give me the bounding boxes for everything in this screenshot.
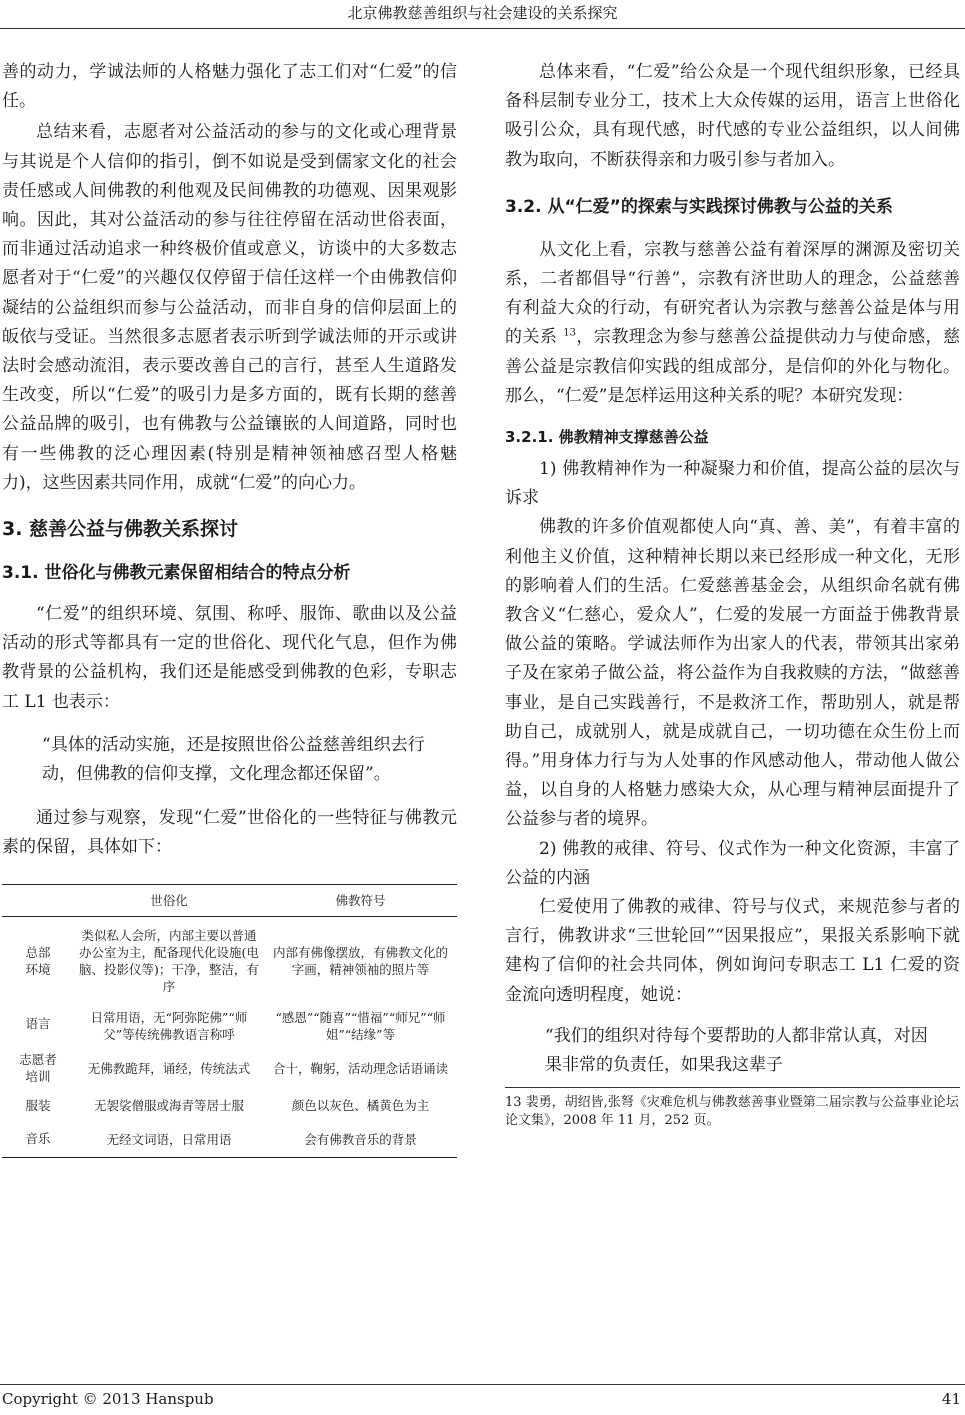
subsection-heading: 3.1. 世俗化与佛教元素保留相结合的特点分析 — [2, 563, 351, 584]
table-row — [2, 1122, 457, 1158]
page-footer — [0, 1384, 965, 1415]
list-item: 2) 佛教的戒律、符号、仪式作为一种文化资源，丰富了公益的内涵 — [505, 838, 960, 888]
table-row — [2, 1047, 457, 1089]
table-cell: 志愿者培训 — [19, 1052, 57, 1085]
comparison-table — [2, 884, 457, 1158]
table-row — [2, 1089, 457, 1122]
interview-quote: “我们的组织对待每个要帮助的人都非常认真，对因果非常的负责任，如果我这辈子 — [545, 1025, 928, 1076]
table-row — [2, 999, 457, 1047]
paragraph-text: 从文化上看，宗教与慈善公益有着深厚的渊源及密切关系，二者都倡导“行善”，宗教有济世助人的理念，公益慈善有利益大众的行动，有研究者认为宗教与慈善公益是体与用的关系 — [505, 239, 960, 348]
section-heading: 3. 慈善公益与佛教关系探讨 — [2, 518, 239, 541]
paragraph: 仁爱使用了佛教的戒律、符号与仪式，来规范参与者的言行，佛教讲求“三世轮回”“因果报应”，果报关系影响下就建构了信仰的社会共同体，例如询问专职志工 L1 仁爱的资金流向透明程度，她说： — [505, 897, 960, 1005]
footnote-reference: 13 — [563, 327, 576, 339]
paragraph: “仁爱”的组织环境、氛围、称呼、服饰、歌曲以及公益活动的形式等都具有一定的世俗化、现代化气息，但作为佛教背景的公益机构，我们还是能感受到佛教的色彩，专职志工 L1 也表示： — [2, 604, 457, 712]
paragraph: 总结来看，志愿者对公益活动的参与的文化或心理背景与其说是个人信仰的指引，倒不如说是受到儒家文化的社会责任感或人间佛教的利他观及民间佛教的功德观、因果观影响。因此，其对公益活动的参与往往停留在活动世俗表面，而非通过活动追求一种终极价值或意义，访谈中的大多数志愿者对于“仁爱”的兴趣仅仅停留于信任这样一个由佛教信仰凝结的公益组织而参与公益活动，而非自身的信仰层面上的皈依与受证。当然很多志愿者表示听到学诚法师的开示或讲法时会感动流泪，表示要改善自己的言行，甚至人生道路发生改变，所以“仁爱”的吸引力是多方面的，既有长期的慈善公益品牌的吸引，也有佛教与公益镶嵌的人间道路，同时也有一些佛教的泛心理因素(特别是精神领袖感召型人格魅力)，这些因素共同作用，成就“仁爱”的向心力。 — [2, 122, 457, 493]
table-cell: 总部环境 — [25, 945, 51, 978]
paragraph — [505, 236, 960, 411]
list-item: 1) 佛教精神作为一种凝聚力和价值，提高公益的层次与诉求 — [505, 459, 960, 509]
running-header — [0, 0, 965, 29]
table-cell: 音乐 — [2, 1122, 74, 1158]
table-cell: 无佛教跪拜，诵经，传统法式 — [87, 1060, 251, 1076]
table-cell: 服装 — [25, 1098, 51, 1114]
table-cell: “感恩”“随喜”“惜福”“师兄”“师姐”“结缘”等 — [275, 1010, 446, 1043]
table-header-cell: 佛教符号 — [264, 885, 457, 917]
table-cell: 无经文词语，日常用语 — [74, 1122, 264, 1158]
table-cell: 合十，鞠躬，活动理念话语诵读 — [272, 1060, 448, 1076]
table-header-row — [2, 885, 457, 917]
paragraph: 佛教的许多价值观都使人向“真、善、美”，有着丰富的利他主义价值，这种精神长期以来已经形成一种文化，无形的影响着人们的生活。仁爱慈善基金会，从组织命名就有佛教含义“仁慈心，爱众人”，仁爱的发展一方面益于佛教背景做公益的策略。学诚法师作为出家人的代表，带领其出家弟子及在家弟子做公益，将公益作为自我救赎的方法，“做慈善事业，是自己实践善行，不是救济工作，帮助别人，就是帮助自己，成就别人，就是成就自己，一切功德在众生份上而得。”用身体力行与为人处事的作风感动他人，带动他人做公益，以自身的人格魅力感染大众，从心理与精神层面提升了公益参与者的境界。 — [505, 517, 960, 830]
paragraph: 通过参与观察，发现“仁爱”世俗化的一些特征与佛教元素的保留，具体如下： — [2, 807, 457, 858]
subsection-heading: 3.2. 从“仁爱”的探索与实践探讨佛教与公益的关系 — [505, 196, 893, 217]
footnote: 13 裴勇，胡绍皆,张弩《灾难危机与佛教慈善事业暨第二届宗教与公益事业论坛论文集》，2008 年 11 月，252 页。 — [505, 1094, 959, 1128]
interview-quote: “具体的活动实施，还是按照世俗公益慈善组织去行动，但佛教的信仰支撑，文化理念都还保留”。 — [42, 734, 425, 785]
page-number: 41 — [941, 1390, 961, 1408]
copyright-notice: Copyright © 2013 Hanspub — [2, 1390, 214, 1408]
table-cell: 类似私人会所，内部主要以普通办公室为主，配备现代化设施(电脑、投影仪等)；干净，整洁，有序 — [79, 928, 259, 995]
table-header-cell: 世俗化 — [74, 885, 264, 917]
table-cell: 日常用语，无“阿弥陀佛”“师父”等传统佛教语言称呼 — [90, 1010, 248, 1043]
table-cell: 语言 — [25, 1015, 51, 1031]
table-header-cell — [2, 885, 74, 917]
table-cell: 颜色以灰色、橘黄色为主 — [291, 1098, 430, 1114]
paragraph: 善的动力，学诚法师的人格魅力强化了志工们对“仁爱”的信任。 — [2, 62, 457, 112]
running-title: 北京佛教慈善组织与社会建设的关系探究 — [347, 4, 618, 22]
right-column — [505, 58, 960, 1130]
table-row — [2, 917, 457, 1000]
paragraph-text: ，宗教理念为参与慈善公益提供动力与使命感，慈善公益是宗教信仰实践的组成部分，是信仰的外化与物化。那么，“仁爱”是怎样运用这种关系的呢？本研究发现： — [505, 327, 961, 406]
table-cell: 会有佛教音乐的背景 — [264, 1122, 457, 1158]
table-cell: 内部有佛像摆放，有佛教文化的字画，精神领袖的照片等 — [272, 945, 448, 978]
left-column — [2, 58, 457, 1158]
paragraph: 总体来看，“仁爱”给公众是一个现代组织形象，已经具备科层制专业分工，技术上大众传媒的运用，语言上世俗化吸引公众，具有现代感，时代感的专业公益组织，以人间佛教为取向，不断获得亲和力吸引参与者加入。 — [505, 62, 960, 170]
subsubsection-heading: 3.2.1. 佛教精神支撑慈善公益 — [505, 428, 709, 447]
table-cell: 无袈裟僧服或海青等居士服 — [93, 1098, 244, 1114]
